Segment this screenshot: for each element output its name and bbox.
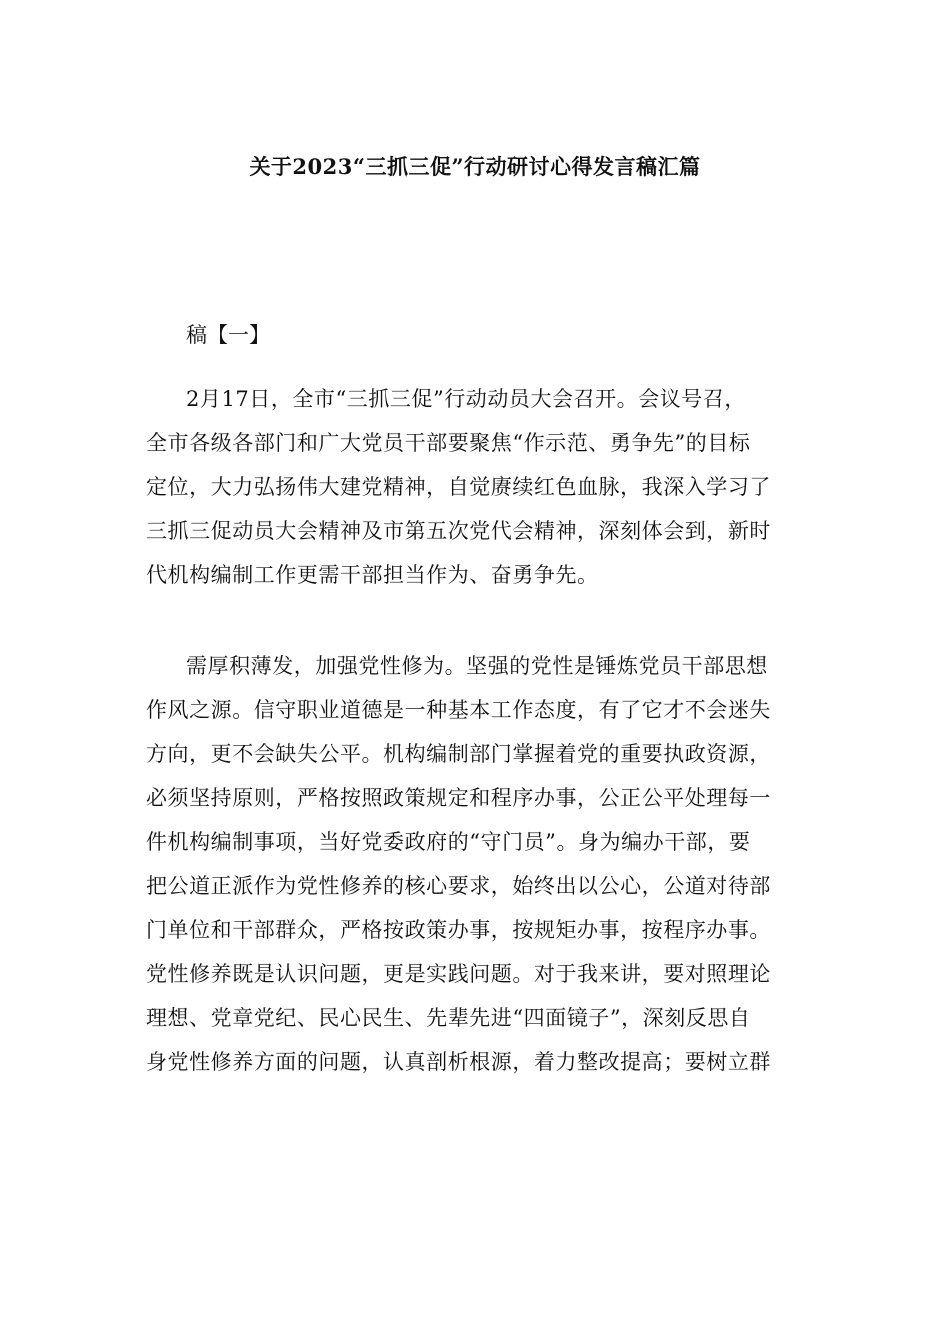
paragraph-line: 门单位和干部群众，严格按政策办事，按规矩办事，按程序办事。 xyxy=(146,918,771,942)
paragraph-line: 全市各级各部门和广大党员干部要聚焦“作示范、勇争先”的目标 xyxy=(146,431,751,455)
paragraph-line: 身党性修养方面的问题，认真剖析根源，着力整改提高；要树立群 xyxy=(146,1050,771,1074)
paragraph-line: 定位，大力弘扬伟大建党精神，自觉赓续红色血脉，我深入学习了 xyxy=(146,475,771,499)
paragraph-line: 理想、党章党纪、民心民生、先辈先进“四面镜子”，深刻反思自 xyxy=(146,1006,751,1030)
paragraph-line: 方向，更不会缺失公平。机构编制部门掌握着党的重要执政资源， xyxy=(146,742,771,766)
paragraph-line: 需厚积薄发，加强党性修为。坚强的党性是锤炼党员干部思想 xyxy=(186,654,768,678)
paragraph-line: 2月17日，全市“三抓三促”行动动员大会召开。会议号召， xyxy=(186,387,746,411)
document-title: 关于2023“三抓三促”行动研讨心得发言稿汇篇 xyxy=(249,154,701,179)
paragraph-line: 代机构编制工作更需干部担当作为、奋勇争先。 xyxy=(146,563,599,587)
paragraph-1 xyxy=(146,377,806,597)
paragraph-line: 三抓三促动员大会精神及市第五次党代会精神，深刻体会到，新时 xyxy=(146,519,771,543)
paragraph-line: 件机构编制事项，当好党委政府的“守门员”。身为编办干部，要 xyxy=(146,830,751,854)
paragraph-line: 党性修养既是认识问题，更是实践问题。对于我来讲，要对照理论 xyxy=(146,962,771,986)
section-heading: 稿【一】 xyxy=(186,323,270,347)
paragraph-2 xyxy=(146,644,806,1084)
paragraph-line: 必须坚持原则，严格按照政策规定和程序办事，公正公平处理每一 xyxy=(146,786,771,810)
paragraph-line: 作风之源。信守职业道德是一种基本工作态度，有了它才不会迷失 xyxy=(146,698,771,722)
paragraph-line: 把公道正派作为党性修养的核心要求，始终出以公心，公道对待部 xyxy=(146,874,771,898)
